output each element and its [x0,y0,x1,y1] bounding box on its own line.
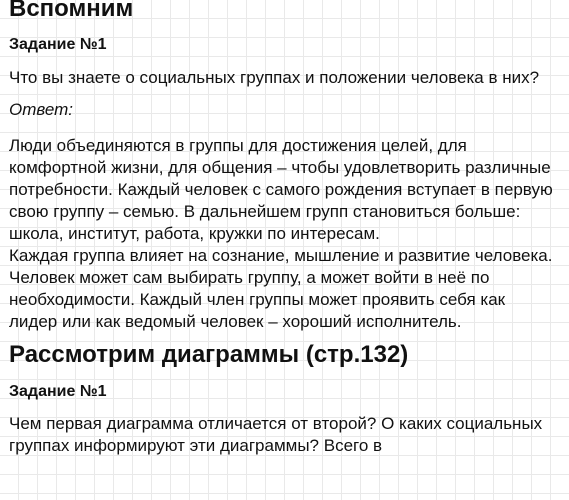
section-remember [9,0,557,333]
section-heading-diagrams: Рассмотрим диаграммы (стр.132) [9,341,409,368]
answer-paragraph-1: Люди объединяются в группы для достижения целей, для комфортной жизни, для общения – чтобы удовлетворить различные потребности. Каждый человек с самого рождения вступает в первую свою группу – семью. В дальнейшем групп становиться больше: школа, институт, работа, кружки по интересам. [9,136,553,243]
document-page [9,0,557,457]
answer-label: Ответ: [9,100,74,119]
answer-paragraph-2: Каждая группа влияет на сознание, мышление и развитие человека. Человек может сам выбирать группу, а может войти в неё по необходимости. Каждый член группы может проявить себя как лидер или как ведомый человек – хороший исполнитель. [9,246,553,331]
task-question-2: Чем первая диаграмма отличается от второй? О каких социальных группах информируют эти диаграммы? Всего в [9,414,543,455]
task-label-1: Задание №1 [9,36,107,53]
task-label-2: Задание №1 [9,383,107,400]
section-diagrams [9,340,557,457]
task-question-1: Что вы знаете о социальных группах и положении человека в них? [9,68,540,87]
section-heading-remember: Вспомним [9,0,134,22]
